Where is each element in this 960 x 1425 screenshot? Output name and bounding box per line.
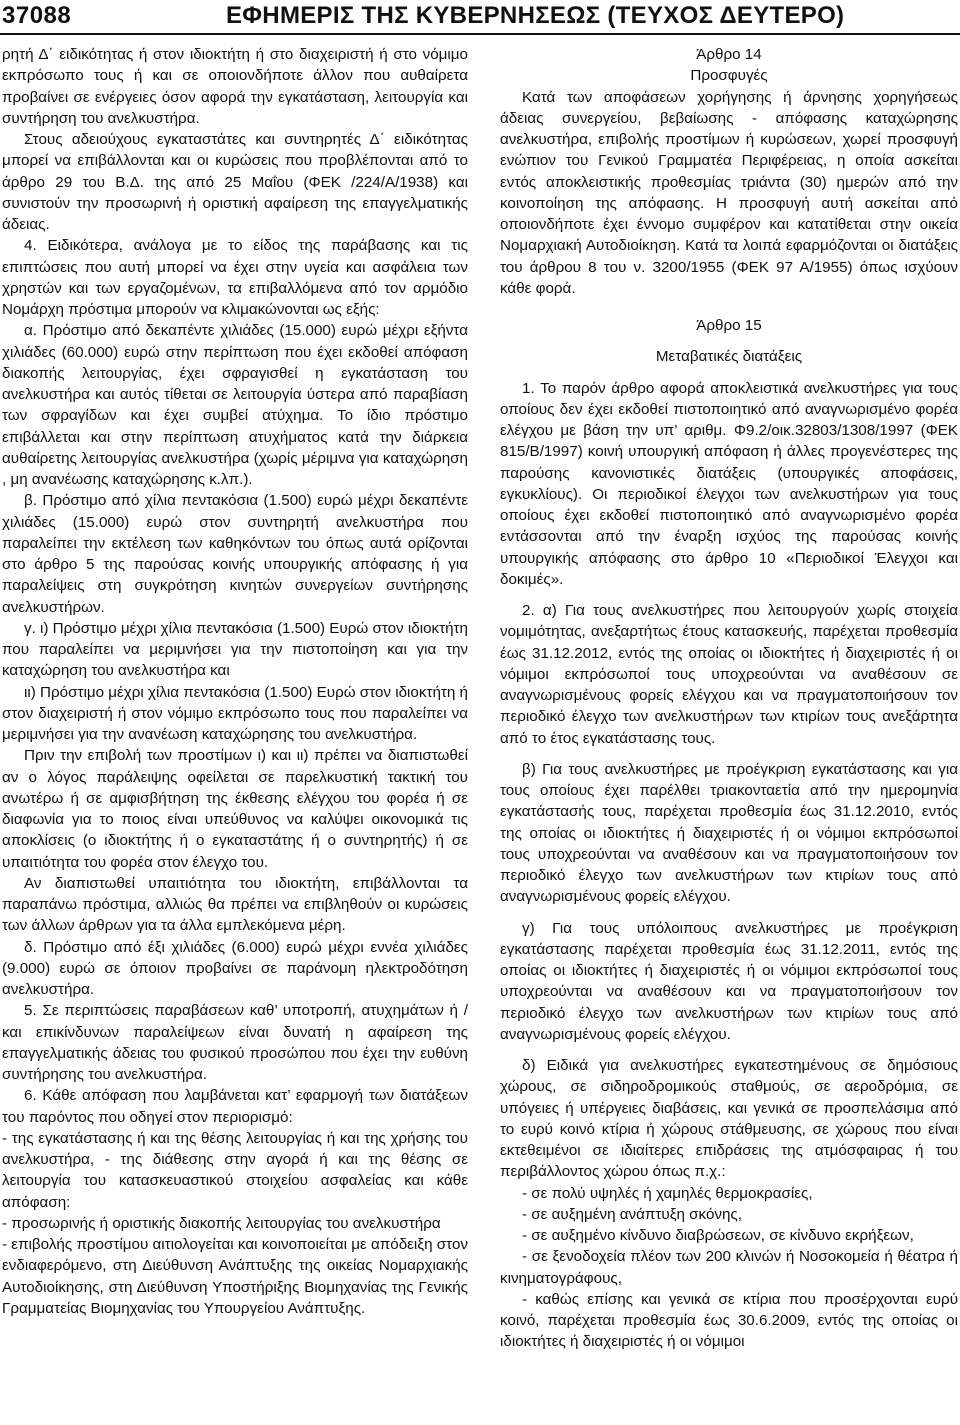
paragraph: - της εγκατάστασης ή και της θέσης λειτουργίας ή και της χρήσης του ανελκυστήρα, - της διάθεσης στην αγορά ή και της θέσης σε λειτουργία του κατασκευαστικού στοιχείου ασφαλείας και κάθε απόφαση: [2,1129,468,1211]
page-header [0,0,960,38]
paragraph: Στους αδειούχους εγκαταστάτες και συντηρητές Δ΄ ειδικότητας μπορεί να επιβάλλονται και οι κυρώσεις που προβλέπονται από το άρθρο 29 του Β.Δ. της από 25 Μαΐου (ΦΕΚ /224/Α/1938) και συνιστούν την προσωρινή ή οριστική αφαίρεση της επαγγελματικής άδειας. [2,131,468,233]
article-15-title: Μεταβατικές διατάξεις [655,348,803,366]
list-item: - καθώς επίσης και γενικά σε κτίρια που προσέρχονται ευρύ κοινό, παρέχεται προθεσμία έως 30.6.2009, εντός της οποίας οι ιδιοκτήτες ή διαχειριστές ή οι νόμιμοι [500,1290,958,1351]
list-item: - σε ξενοδοχεία πλέον των 200 κλινών ή Νοσοκομεία ή θέατρα ή κινηματογράφους, [500,1248,958,1287]
paragraph: Πριν την επιβολή των προστίμων ι) και ιι) πρέπει να διαπιστωθεί αν ο λόγος παράλειψης οφείλεται σε παρελκυστική τακτική του ανωτέρω ή σε αμφισβήτηση της έκθεσης ελέγχου του φορέα ή σε διαφωνία για το ποιος είναι υπεύθυνος να καλύψει οικονομικά τις αποκλίσεις (ο ιδιοκτήτης ή ο εγκαταστάτης ή ο συντηρητής) ή σε υπαιτιότητα του φορέα στον έλεγχο του. [2,747,468,871]
paragraph: 1. Το παρόν άρθρο αφορά αποκλειστικά ανελκυστήρες για τους οποίους δεν έχει εκδοθεί πιστοποιητικό από αναγνωρισμένο φορέα ελέγχου με βάση την υπ’ αριθμ. Φ9.2/οικ.32803/1308/1997 (ΦΕΚ 815/Β/1997) κοινή υπουργική απόφαση ή άλλες προγενέστερες της παρούσης κανονιστικές διατάξεις (υπουργικές αποφάσεις, εγκυκλίους). Οι περιοδικοί έλεγχοι των ανελκυστήρων για τους οποίους έχει εκδοθεί πιστοποιητικό από αναγνωρισμένο φορέα εντάσσονται από την έναρξη ισχύος της παρούσας κοινής υπουργικής απόφασης στο άρθρο 10 «Περιοδικοί Έλεγχοι και δοκιμές». [500,379,958,588]
journal-title: ΕΦΗΜΕΡΙΣ ΤΗΣ ΚΥΒΕΡΝΗΣΕΩΣ (ΤΕΥΧΟΣ ΔΕΥΤΕΡΟ) [226,2,845,29]
paragraph: γ. ι) Πρόστιμο μέχρι χίλια πεντακόσια (1.500) Ευρώ στον ιδιοκτήτη που παραλείπει να μεριμνήσει για την πιστοποίηση και για την καταχώρηση του ανελκυστήρα και [2,619,468,680]
list-item: - σε πολύ υψηλές ή χαμηλές θερμοκρασίες, [522,1184,813,1202]
article-14-title: Προσφυγές [690,67,768,85]
paragraph: γ) Για τους υπόλοιπους ανελκυστήρες με προέγκριση εγκατάστασης παρέχεται προθεσμία έως 31.12.2011, εντός της οποίας οι ιδιοκτήτες ή διαχειριστές ή οι νόμιμοι εκπρόσωποί τους υποχρεούνται να αναθέσουν και να πραγματοποιήσουν τον περιοδικό έλεγχο των ανελκυστήρων των κτιρίων τους από αναγνωρισμένους φορείς ελέγχου. [500,919,958,1043]
paragraph: Αν διαπιστωθεί υπαιτιότητα του ιδιοκτήτη, επιβάλλονται τα παραπάνω πρόστιμα, αλλιώς θα πρέπει να επιβληθούν οι κυρώσεις των άλλων άρθρων για τα άλλα εμπλεκόμενα μέρη. [2,874,468,935]
paragraph: β. Πρόστιμο από χίλια πεντακόσια (1.500) ευρώ μέχρι δεκαπέντε χιλιάδες (15.000) ευρώ στον συντηρητή ανελκυστήρα που παραλείπει την εκτέλεση των καθηκόντων του όπως αυτά ορίζονται στο άρθρο 5 της παρούσας κοινής υπουργικής απόφασης ή για παραλείψεις στη συγκρότηση κινητών συνεργείων συντήρησης ανελκυστήρων. [2,492,468,616]
list-item: - σε αυξημένο κίνδυνο διαβρώσεων, σε κίνδυνο εκρήξεων, [522,1227,914,1244]
paragraph: ρητή Δ΄ ειδικότητας ή στον ιδιοκτήτη ή στο διαχειριστή ή στο νόμιμο εκπρόσωπο τους ή και σε οποιονδήποτε άλλον που αυθαίρετα προβαίνει σε ενέργειες όσον αφορά την εγκατάσταση, λειτουργία και συντήρηση του ανελκυστήρα. [2,46,468,127]
paragraph: δ. Πρόστιμο από έξι χιλιάδες (6.000) ευρώ μέχρι εννέα χιλιάδες (9.000) ευρώ σε όποιον προβαίνει σε παράνομη ηλεκτροδότηση ανελκυστήρα. [2,938,468,998]
list-item: - σε αυξημένη ανάπτυξη σκόνης, [522,1205,742,1223]
page-number: 37088 [2,2,72,29]
left-column [2,44,468,1319]
paragraph: - επιβολής προστίμου αιτιολογείται και κοινοποιείται με απόδειξη στον ενδιαφερόμενο, στη Διεύθυνση Ανάπτυξης της οικείας Νομαρχιακής Αυτοδιοίκησης, στη Διεύθυνση Υποστήριξης Βιομηχανίας της Γενικής Γραμματείας Βιομηχανίας του Υπουργείου Ανάπτυξης. [2,1236,468,1317]
paragraph: α. Πρόστιμο από δεκαπέντε χιλιάδες (15.000) ευρώ μέχρι εξήντα χιλιάδες (60.000) ευρώ στην περίπτωση που έχει εκδοθεί απόφαση διακοπής λειτουργίας, έχει σφραγισθεί η εγκατάσταση του ανελκυστήρα και αυτός τίθεται σε λειτουργία ύστερα από παραβίαση των σφραγίδων και έχει συμβεί ατύχημα. Το ίδιο πρόστιμο επιβάλλεται και στην περίπτωση ατυχήματος κατά την διάρκεια αυθαίρετης λειτουργίας ανελκυστήρα (χωρίς μέριμνα για καταχώρηση , μη ανανέωσης καταχώρησης κ.λπ.). [2,322,468,488]
header-rule [0,33,960,35]
article-14-number: Άρθρο 14 [696,46,762,63]
paragraph: 5. Σε περιπτώσεις παραβάσεων καθ’ υποτροπή, ατυχημάτων ή / και επικίνδυνων παραλείψεων είναι δυνατή η αφαίρεση της επαγγελματικής άδειας του φυσικού προσώπου που έχει την ευθύνη συντήρησης του ανελκυστήρα. [2,1002,468,1083]
paragraph: δ) Ειδικά για ανελκυστήρες εγκατεστημένους σε δημόσιους χώρους, σε σιδηροδρομικούς σταθμούς, σε αεροδρόμια, σε υπόγειες ή υπέργειες διαβάσεις, και γενικά σε προσπελάσιμα από το ευρύ κοινό κτίρια ή χώρους στάθμευσης, σε χώρους που είναι εκτεθειμένοι σε ιδιαίτερες επιδράσεις της ατμόσφαιρας ή του περιβάλλοντος χώρου όπως π.χ.: [500,1057,958,1181]
right-column [500,44,958,1353]
article-15-number: Άρθρο 15 [696,317,762,334]
paragraph: ιι) Πρόστιμο μέχρι χίλια πεντακόσια (1.500) Ευρώ στον ιδιοκτήτη ή στον διαχειριστή ή στον νόμιμο εκπρόσωπο τους που παραλείπει να μεριμνήσει για την ανανέωση καταχώρησης του ανελκυστήρα. [2,683,469,743]
paragraph: 2. α) Για τους ανελκυστήρες που λειτουργούν χωρίς στοιχεία νομιμότητας, ανεξαρτήτως έτους κατασκευής, παρέχεται προθεσμία έως 31.12.2012, εντός της οποίας οι ιδιοκτήτες ή διαχειριστές ή οι νόμιμοι εκπρόσωποί τους υποχρεούνται να αναθέσουν σε αναγνωρισμένους φορείς ελέγχου και να πραγματοποιήσουν τον περιοδικό έλεγχο των ανελκυστήρων των κτιρίων τους ανεξάρτητα από το έτος εγκατάστασης τους. [500,602,958,747]
paragraph: 4. Ειδικότερα, ανάλογα με το είδος της παράβασης και τις επιπτώσεις που αυτή μπορεί να έχει στην υγεία και ασφάλεια των χρηστών και των εργαζομένων, τα επιβαλλόμενα από τον αρμόδιο Νομάρχη πρόστιμα μπορούν να κλιμακώνονται ως εξής: [2,237,468,318]
paragraph: 6. Κάθε απόφαση που λαμβάνεται κατ’ εφαρμογή των διατάξεων του παρόντος που οδηγεί στον περιορισμό: [2,1087,468,1126]
paragraph: - προσωρινής ή οριστικής διακοπής λειτουργίας του ανελκυστήρα [2,1214,441,1232]
paragraph: β) Για τους ανελκυστήρες με προέγκριση εγκατάστασης και για τους οποίους έχει παρέλθει τριακονταετία από την ημερομηνία εγκατάστασής τους, παρέχεται προθεσμία έως 31.12.2010, εντός της οποίας οι ιδιοκτήτες ή διαχειριστές ή οι νόμιμοι εκπρόσωποί τους υποχρεούνται να αναθέσουν και να πραγματοποιήσουν τον περιοδικό έλεγχο των ανελκυστήρων των κτιρίων τους από αναγνωρισμένους φορείς ελέγχου. [500,760,958,906]
article-14-text: Κατά των αποφάσεων χορήγησης ή άρνησης χορηγήσεως άδειας συνεργείου, βεβαίωσης - απόφασης καταχώρησης ανελκυστήρα, επιβολής προστίμων ή κυρώσεων, χωρεί προσφυγή ενώπιον του Γενικού Γραμματέα Περιφέρειας, η οποία ασκείται εντός αποκλειστικής προθεσμίας τριάντα (30) ημερών από την κοινοποίηση της απόφασης. Η προσφυγή αυτή ασκείται από οποιονδήποτε έχει έννομο συμφέρον και κατατίθεται στην οικεία Νομαρχιακή Αυτοδιοίκηση. Κατά τα λοιπά εφαρμόζονται οι διατάξεις του άρθρου 8 του ν. 3200/1955 (ΦΕΚ 97 Α/1955) όπως ισχύουν κάθε φορά. [500,88,958,297]
